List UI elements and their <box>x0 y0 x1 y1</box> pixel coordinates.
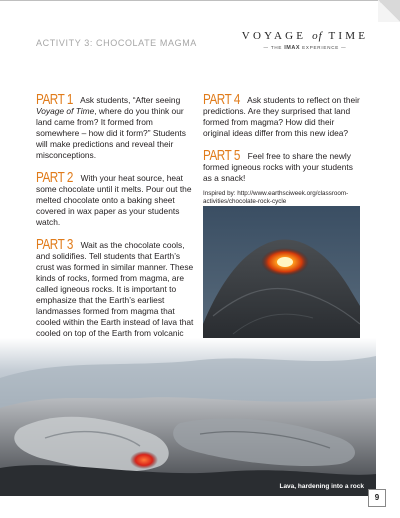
logo-sub-the: THE <box>270 45 283 50</box>
lava-photo <box>0 338 376 496</box>
part-5-heading: PART 5 <box>203 147 240 164</box>
part-1-paragraph <box>36 91 194 161</box>
part-1-heading: PART 1 <box>36 91 73 108</box>
part-4-heading: PART 4 <box>203 91 240 108</box>
part-1-text-a: Ask students, “After seeing <box>80 95 181 105</box>
logo-word-of: of <box>312 30 323 42</box>
credit-line: Inspired by: http://www.earthsciweek.org/classroom-activities/chocolate-rock-cycle <box>203 190 349 205</box>
volcano-illustration <box>203 206 360 354</box>
logo-subtitle: — THE IMAX EXPERIENCE — <box>263 45 347 51</box>
top-border <box>0 0 378 1</box>
part-4-text: Ask students to reflect on their predictions. Are they surprised that land formed from magma? How did their original ideas differ from this new idea? <box>203 95 360 138</box>
activity-title: ACTIVITY 3: CHOCOLATE MAGMA <box>36 38 197 48</box>
part-3-text: Wait as the chocolate cools, and solidifies. Tell students that Earth’s crust was formed in similar manner. These kinds of rocks, formed from magma, are called igneous rocks. It is important to emphasize that the Earth’s earliest landmasses formed from magma that cooled within the Earth instead of lava that cooled on top of the Earth from volcanic <box>36 240 194 338</box>
page-corner-fold <box>378 0 400 22</box>
lava-illustration <box>0 338 376 496</box>
part-2-paragraph <box>36 169 194 228</box>
page-number: 9 <box>368 489 386 507</box>
part-4-paragraph <box>203 91 363 139</box>
part-3-heading: PART 3 <box>36 236 73 253</box>
left-column <box>36 91 194 361</box>
part-5-text: Feel free to share the newly formed igneous rocks with your students as a snack! <box>203 151 353 183</box>
volcanic-caldera-photo <box>203 206 360 354</box>
lava-caption: Lava, hardening into a rock <box>279 483 364 490</box>
logo-word-voyage: VOYAGE <box>241 30 307 42</box>
part-1-text-b: , where do you think our land came from? It formed from somewhere – how did it form?” Students will make predictions and reveal their misconceptions. <box>36 106 186 160</box>
part-2-heading: PART 2 <box>36 169 73 186</box>
part-5-paragraph <box>203 147 363 184</box>
logo-sub-experience: EXPERIENCE <box>302 45 340 50</box>
part-2-text: With your heat source, heat some chocolate until it melts. Pour out the melted chocolate onto a baking sheet covered in wax paper as your students watch. <box>36 173 192 227</box>
voyage-of-time-logo <box>240 30 370 51</box>
part-1-text-italic: Voyage of Time <box>36 106 95 116</box>
logo-title <box>240 30 370 42</box>
logo-sub-imax: IMAX <box>284 45 301 51</box>
logo-word-time: TIME <box>328 30 369 42</box>
part-3-paragraph <box>36 236 194 350</box>
right-column <box>203 91 363 206</box>
